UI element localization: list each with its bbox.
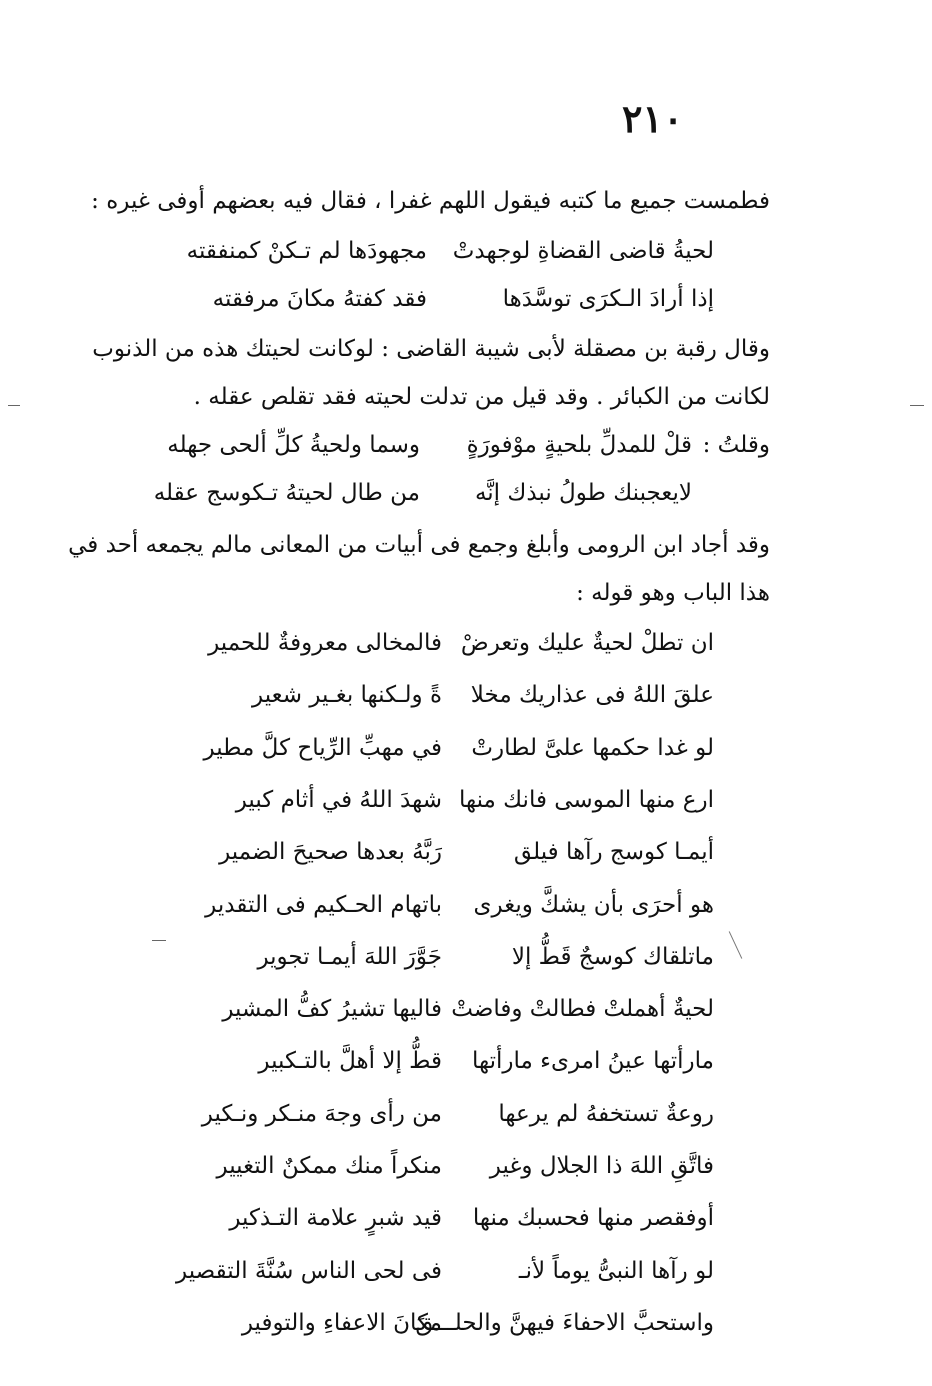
margin-tick-left [8,405,20,406]
poem-verse-14-second-hemistich: مكانَ الاعفاءِ والتوفير [241,1310,442,1336]
poem-verse-1-second-hemistich: فالمخالى معروفةٌ للحمير [208,630,442,656]
prose-line-1: فطمست جميع ما كتبه فيقول اللهم غفرا ، فقال فيه بعضهم أوفى غيره : [91,188,770,214]
poem-verse-11-second-hemistich: منكراً منك ممكنٌ التغيير [216,1153,442,1179]
poem-verse-10-second-hemistich: من رأى وجهَ منـكر ونـكير [201,1101,442,1127]
poem-verse-10-first-hemistich: روعةٌ تستخفهُ لم يرعها [498,1101,714,1127]
poem-verse-7-second-hemistich: جَوَّرَ اللهَ أيمـا تجوير [257,944,442,970]
poem-verse-4-first-hemistich: ارع منها الموسى فانك منها [458,787,714,813]
prose-line-9: هذا الباب وهو قوله : [576,580,770,606]
verse-a1-first-hemistich: لحيةُ قاضى القضاةِ لوجهدتْ [452,238,714,264]
poem-verse-11-first-hemistich: فاتَّقِ اللهَ ذا الجلال وغير [489,1153,714,1179]
verse-a1-second-hemistich: مجهودَها لم تـكنْ كمنفقته [186,238,427,264]
verse-a2-second-hemistich: فقد كفتهُ مكانَ مرفقته [212,286,427,312]
verse-b1-second-hemistich: وسما ولحيةُ كلِّ ألحى جهله [167,432,420,458]
prose-line-5: لكانت من الكبائر . وقد قيل من تدلت لحيته فقد تقلص عقله . [193,384,770,410]
poem-verse-9-first-hemistich: مارأتها عينُ امرىء مارأتها [472,1048,714,1074]
margin-pencil-stroke [729,931,743,959]
poem-verse-13-second-hemistich: فى لحى الناس سُنَّةَ التقصير [176,1258,442,1284]
verse-b2-second-hemistich: من طال لحيتهُ تـكوسج عقله [153,480,420,506]
verse-b-lead: وقلتُ : [702,432,770,458]
poem-verse-3-second-hemistich: في مهبِّ الرِّياح كلَّ مطير [203,735,442,761]
poem-verse-12-second-hemistich: قيد شبرٍ علامة التـذكير [229,1205,442,1231]
poem-verse-6-second-hemistich: باتهام الحـكيم فى التقدير [205,892,442,918]
verse-b1-first-hemistich: قلْ للمدلِّ بلحيةٍ موْفورَةٍ [466,432,692,458]
poem-verse-2-first-hemistich: علقَ اللهُ فى عذاريك مخلا [470,682,714,708]
poem-verse-14-first-hemistich: واستحبَّ الاحفاءَ فيهنَّ والحلـــقَ [415,1310,714,1336]
poem-verse-6-first-hemistich: هو أحرَى بأن يشكَّ ويغرى [473,892,714,918]
poem-verse-8-second-hemistich: فاليها تشيرُ كفُّ المشير [222,996,442,1022]
prose-line-8: وقد أجاد ابن الرومى وأبلغ وجمع فى أبيات من المعانى مالم يجمعه أحد في [68,532,770,558]
poem-verse-13-first-hemistich: لو رآها النبىُّ يوماً لأنـ [518,1258,714,1284]
poem-verse-9-second-hemistich: قطُّ إلا أهلَّ بالتـكبير [258,1048,442,1074]
poem-verse-2-second-hemistich: ةً ولـكنها بغـير شعير [252,682,442,708]
poem-verse-4-second-hemistich: شهدَ اللهُ في أثام كبير [235,787,442,813]
poem-verse-8-first-hemistich: لحيةٌ أهملتْ فطالتْ وفاضتْ [451,996,714,1022]
prose-line-4: وقال رقبة بن مصقلة لأبى شيبة القاضى : لوكانت لحيتك هذه من الذنوب [92,336,770,362]
poem-verse-5-first-hemistich: أيمـا كوسج رآها فيلق [513,839,714,865]
poem-verse-1-first-hemistich: ان تطلْ لحيةٌ عليك وتعرضْ [460,630,714,656]
poem-verse-5-second-hemistich: رَبَّهُ بعدها صحيحَ الضمير [219,839,442,865]
verse-a2-first-hemistich: إذا أرادَ الـكرَى توسَّدَها [502,286,714,312]
poem-verse-3-first-hemistich: لو غدا حكمها علىَّ لطارتْ [471,735,714,761]
margin-tick-right [910,405,924,406]
poem-verse-7-first-hemistich: ماتلقاك كوسجٌ قَطُّ إلا [511,944,714,970]
page-number: ٢١٠ [622,96,684,141]
verse-b2-first-hemistich: لايعجبنك طولُ نبذك إنَّه [474,480,692,506]
margin-tick-left-lower [152,940,166,941]
poem-verse-12-first-hemistich: أوفقصر منها فحسبك منها [472,1205,714,1231]
